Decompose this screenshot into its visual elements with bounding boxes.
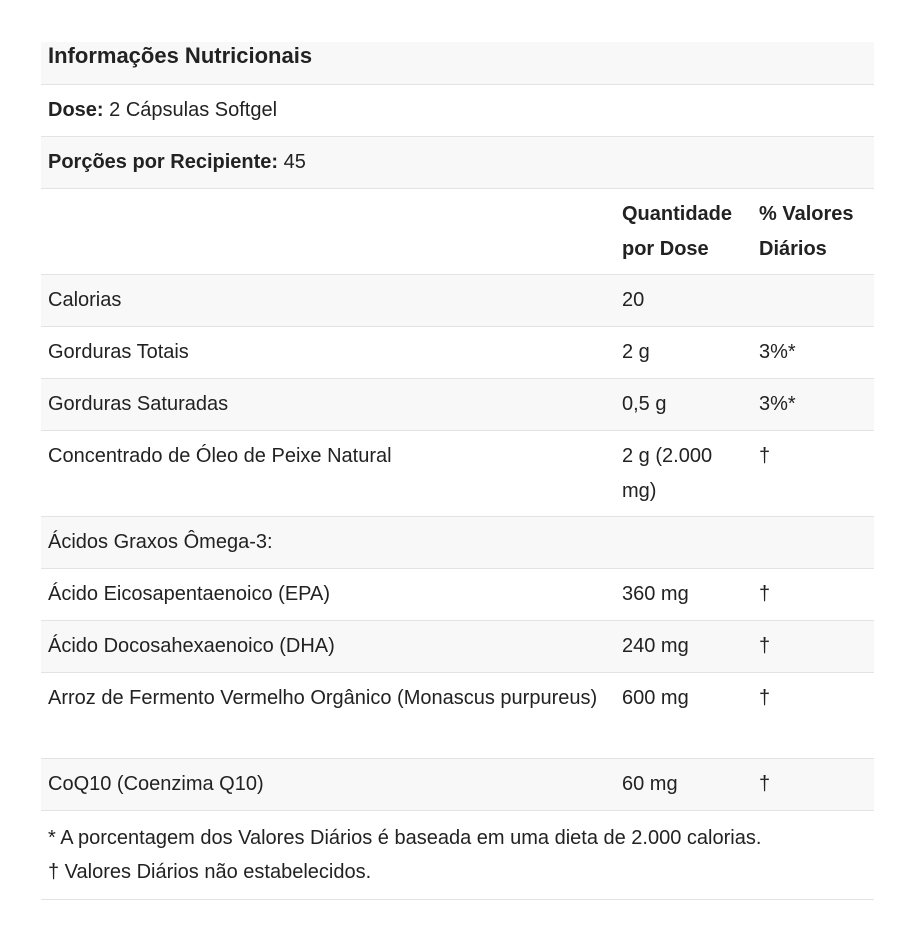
nutrient-qty: 0,5 g	[622, 393, 667, 415]
nutrient-name: Ácido Docosahexaenoico (DHA)	[48, 635, 335, 657]
nutrient-qty: 20	[622, 289, 645, 311]
footnote-not-established: † Valores Diários não estabelecidos.	[48, 861, 372, 883]
nutrient-name: Arroz de Fermento Vermelho Orgânico (Monascus purpureus)	[48, 687, 598, 709]
dv-column-header: % Valores Diários	[759, 203, 854, 260]
nutrient-group-name: Ácidos Graxos Ômega-3:	[48, 531, 273, 553]
nutrient-dv: 3%*	[759, 393, 796, 415]
nutrient-dv: †	[759, 773, 771, 795]
table-title-row	[41, 42, 874, 84]
nutrient-name: Concentrado de Óleo de Peixe Natural	[48, 445, 392, 467]
dose-row	[41, 84, 874, 136]
servings-row	[41, 136, 874, 188]
table-row	[41, 430, 874, 516]
nutrient-qty: 2 g	[622, 341, 650, 363]
nutrition-facts-table	[41, 42, 874, 900]
nutrient-name: Gorduras Saturadas	[48, 393, 229, 415]
nutrient-name: Gorduras Totais	[48, 341, 189, 363]
nutrient-dv: †	[759, 445, 771, 467]
dose-value: 2 Cápsulas Softgel	[109, 99, 278, 121]
nutrient-dv: 3%*	[759, 341, 796, 363]
nutrient-qty: 360 mg	[622, 583, 689, 605]
dose-label: Dose:	[48, 99, 104, 121]
nutrient-qty: 2 g (2.000 mg)	[622, 445, 713, 502]
nutrient-qty: 60 mg	[622, 773, 678, 795]
table-row	[41, 672, 874, 758]
nutrient-name: Ácido Eicosapentaenoico (EPA)	[48, 583, 331, 605]
nutrient-dv: †	[759, 635, 771, 657]
column-header-row	[41, 188, 874, 274]
footnote-daily-values-basis: * A porcentagem dos Valores Diários é baseada em uma dieta de 2.000 calorias.	[48, 827, 762, 849]
servings-value: 45	[283, 151, 306, 173]
servings-label: Porções por Recipiente:	[48, 151, 279, 173]
table-row	[41, 326, 874, 378]
table-row	[41, 620, 874, 672]
nutrient-qty: 240 mg	[622, 635, 689, 657]
nutrient-qty: 600 mg	[622, 687, 689, 709]
table-row	[41, 568, 874, 620]
table-row	[41, 274, 874, 326]
table-row	[41, 758, 874, 810]
nutrient-name: Calorias	[48, 289, 122, 311]
nutrient-dv: †	[759, 583, 771, 605]
qty-column-header: Quantidade por Dose	[622, 203, 733, 260]
nutrient-dv: †	[759, 687, 771, 709]
table-title: Informações Nutricionais	[48, 43, 313, 68]
table-row	[41, 516, 874, 568]
nutrient-name: CoQ10 (Coenzima Q10)	[48, 773, 264, 795]
table-row	[41, 378, 874, 430]
footnotes	[41, 810, 874, 900]
